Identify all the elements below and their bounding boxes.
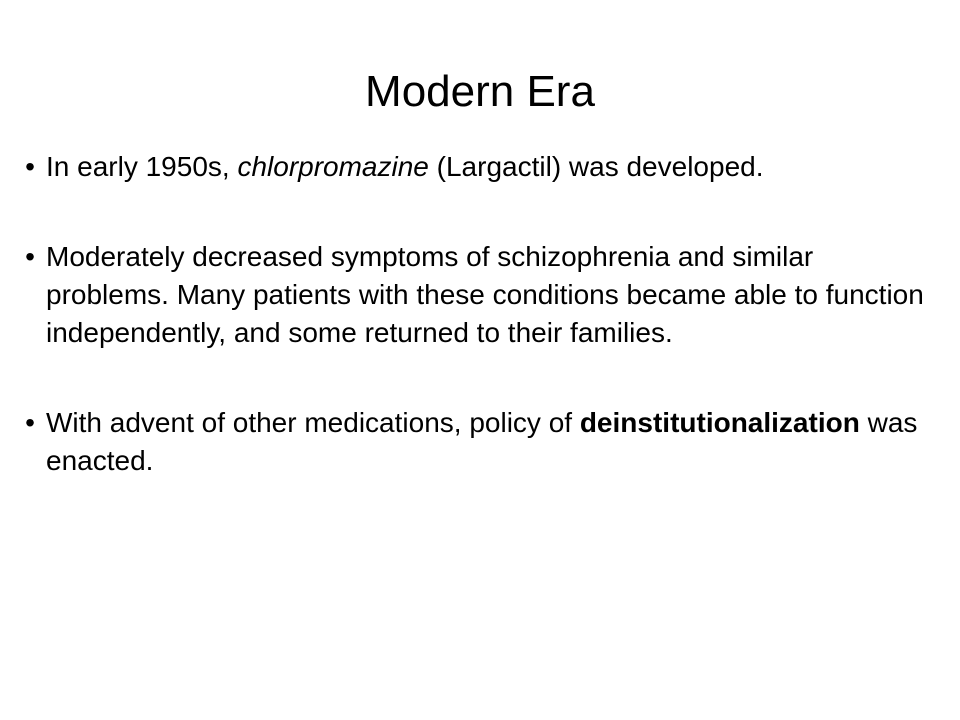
bullet-text [46,238,930,352]
bullet-item [20,404,930,480]
bullet-marker: • [25,151,35,182]
bullet-marker: • [25,407,35,438]
bullet-segment: With advent of other medications, policy of [46,407,580,438]
bullet-segment: In early 1950s, [46,151,238,182]
slide-title: Modern Era [365,67,595,116]
bullet-item [20,148,930,186]
bullet-segment: Moderately decreased symptoms of schizophrenia and similar problems. Many patients with these conditions became able to function independently, and some returned to their families. [46,241,924,348]
bullet-segment: (Largactil) was developed. [428,151,764,182]
bullet-list [20,148,930,532]
bullet-text [46,404,930,480]
bullet-text [46,148,930,186]
bullet-item [20,238,930,352]
bullet-marker: • [25,241,35,272]
bullet-segment-bold: deinstitutionalization [579,407,860,438]
bullet-segment-italic: chlorpromazine [237,151,429,182]
bullet-segment: was enacted. [46,407,918,476]
